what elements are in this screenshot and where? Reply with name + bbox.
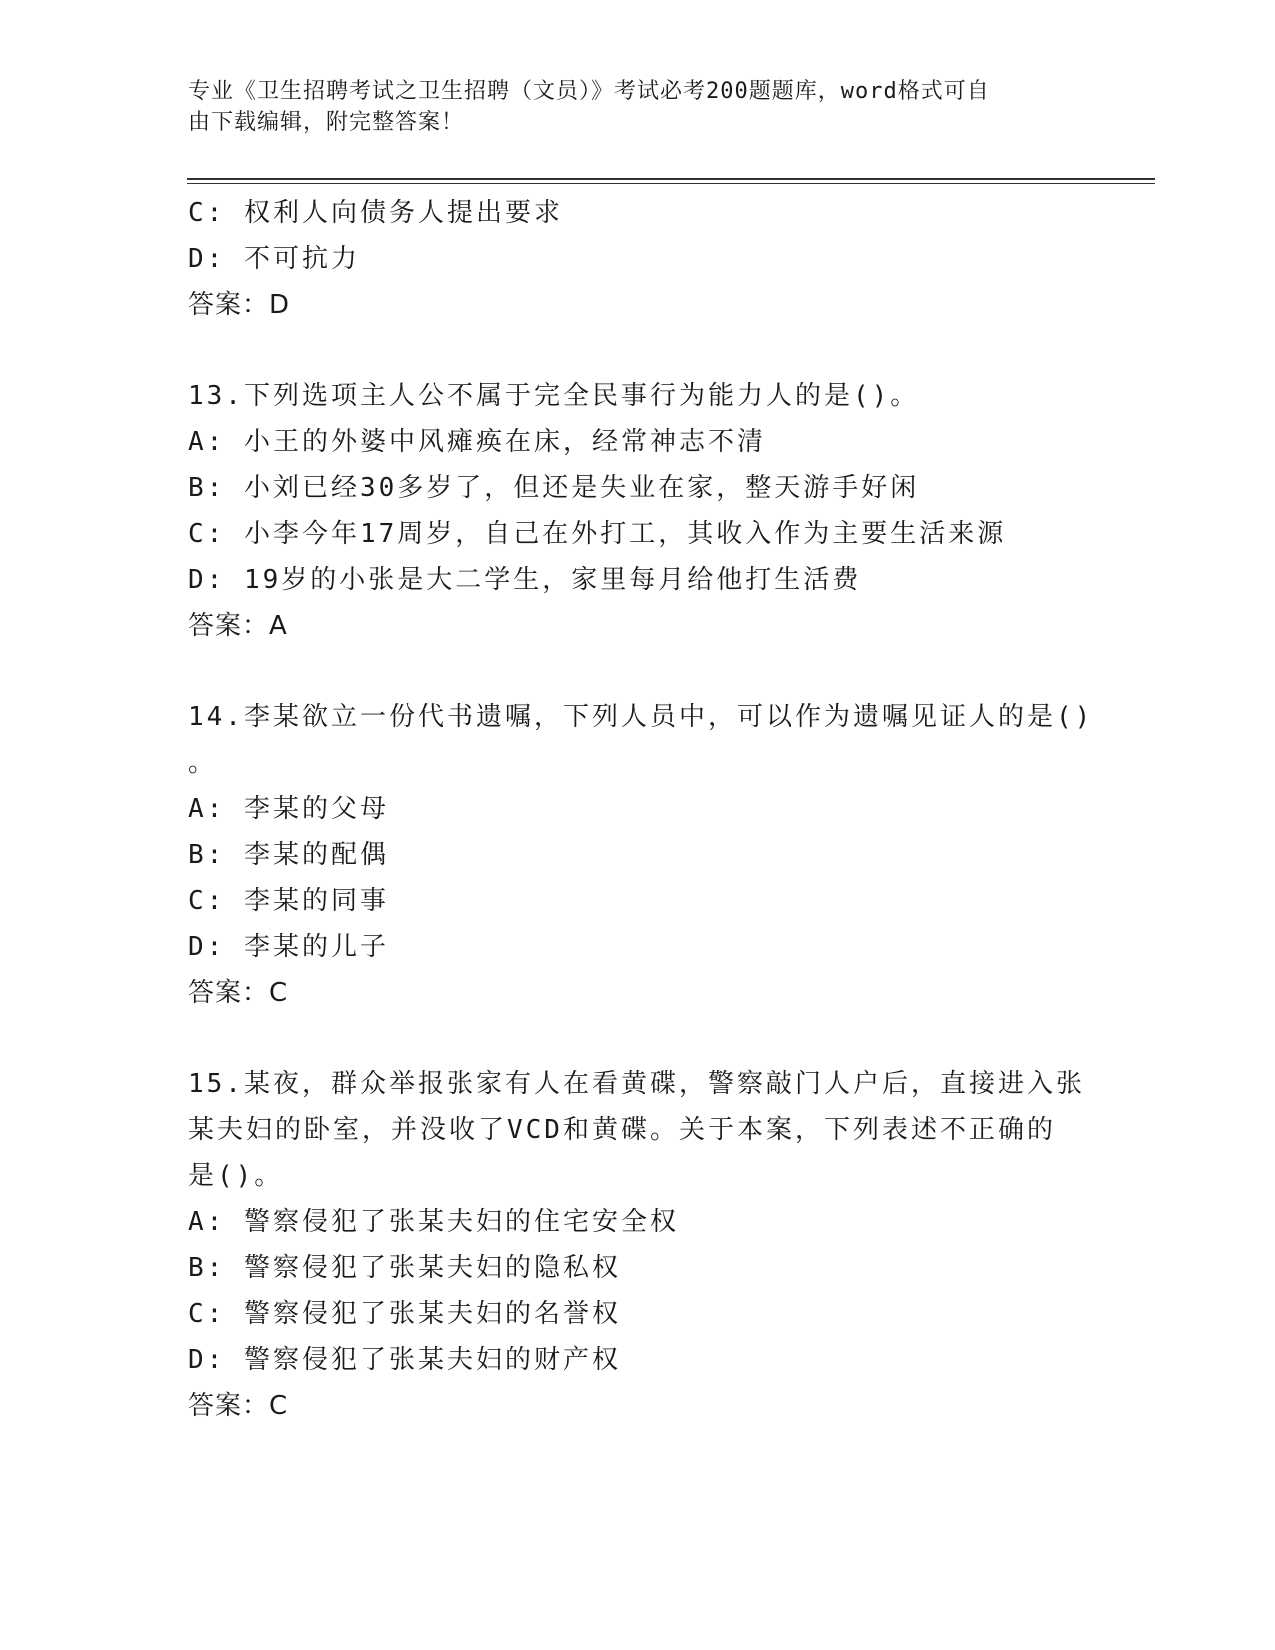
option-a: A: 警察侵犯了张某夫妇的住宅安全权 [188,1207,679,1237]
question-text-line-3: 是()。 [188,1161,284,1191]
option-c: C: 权利人向债务人提出要求 [188,198,563,228]
question-text-line-1: 15.某夜，群众举报张家有人在看黄碟，警察敲门人户后，直接进入张 [188,1069,1085,1099]
question-12-continued [188,190,1088,328]
option-d: D: 警察侵犯了张某夫妇的财产权 [188,1345,621,1375]
option-c: C: 李某的同事 [188,886,389,916]
question-14 [188,694,1094,1016]
question-text: 13.下列选项主人公不属于完全民事行为能力人的是()。 [188,381,920,411]
answer: 答案：D [188,290,291,320]
answer: 答案：C [188,978,289,1008]
option-c: C: 小李今年17周岁，自己在外打工，其收入作为主要生活来源 [188,519,1007,549]
answer: 答案：C [188,1391,289,1421]
option-b: B: 小刘已经30多岁了，但还是失业在家，整天游手好闲 [188,473,920,503]
document-header [188,76,1088,138]
question-text-line-2: 。 [188,748,218,778]
answer: 答案：A [188,611,288,641]
question-15 [188,1061,1088,1429]
option-d: D: 19岁的小张是大二学生，家里每月给他打生活费 [188,565,862,595]
option-b: B: 警察侵犯了张某夫妇的隐私权 [188,1253,621,1283]
question-13 [188,373,1088,649]
question-text-line-1: 14.李某欲立一份代书遗嘱，下列人员中，可以作为遗嘱见证人的是() [188,702,1094,732]
option-d: D: 不可抗力 [188,244,360,274]
option-c: C: 警察侵犯了张某夫妇的名誉权 [188,1299,621,1329]
option-a: A: 李某的父母 [188,794,389,824]
option-a: A: 小王的外婆中风瘫痪在床，经常神志不清 [188,427,766,457]
option-d: D: 李某的儿子 [188,932,389,962]
header-divider [187,178,1155,184]
header-line-2: 由下载编辑，附完整答案！ [188,110,465,135]
option-b: B: 李某的配偶 [188,840,389,870]
header-line-1: 专业《卫生招聘考试之卫生招聘（文员）》考试必考200题题库，word格式可自 [188,79,990,104]
question-list [188,190,1094,1429]
question-text-line-2: 某夫妇的卧室，并没收了VCD和黄碟。关于本案，下列表述不正确的 [188,1115,1056,1145]
